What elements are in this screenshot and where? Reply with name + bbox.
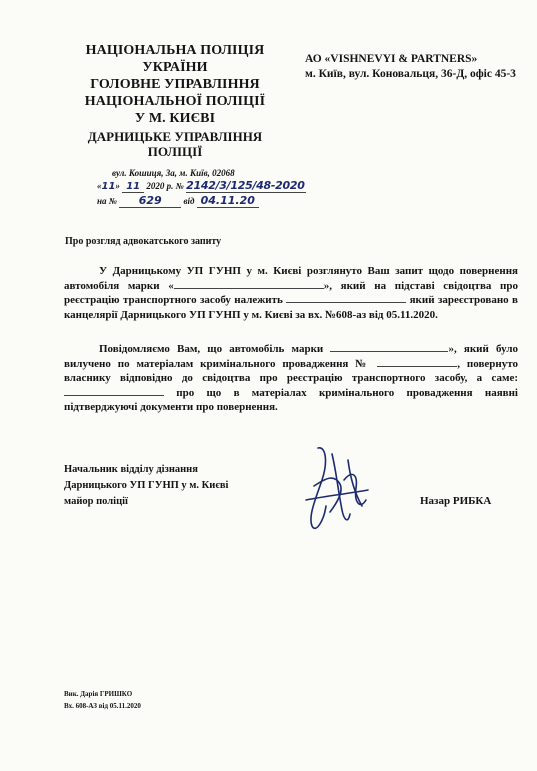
- p2-part-a: Повідомляємо Вам, що автомобіль марки: [99, 343, 324, 355]
- executor-block: [64, 688, 141, 712]
- outgoing-date-line: [97, 180, 357, 193]
- org-line-5: У М. КИЄВІ: [134, 111, 216, 126]
- ref-prefix: на №: [97, 196, 117, 206]
- sender-address: вул. Кошиця, 3а, м. Київ, 02068: [112, 168, 235, 178]
- date-year: 2020 р. №: [146, 181, 184, 191]
- handwritten-signature: [296, 440, 376, 536]
- executor-name: Вик. Дарія ГРИШКО: [64, 690, 133, 698]
- dept-line-1: ДАРНИЦЬКЕ УПРАВЛІННЯ: [87, 129, 263, 144]
- p2-part-d: про що в матеріалах кримінального провадження наявні підтверджуючі документи про повернення.: [64, 386, 518, 414]
- org-line-1: НАЦІОНАЛЬНА ПОЛІЦІЯ: [85, 43, 265, 58]
- recipient-block: [305, 52, 527, 82]
- recipient-name: АО «VISHNEVYI & PARTNERS»: [305, 53, 478, 65]
- sender-org-block: [70, 42, 280, 159]
- dept-line-2: ПОЛІЦІЇ: [147, 144, 203, 159]
- org-line-4: НАЦІОНАЛЬНОЇ ПОЛІЦІЇ: [84, 94, 266, 109]
- signer-position-2: Дарницького УП ГУНП у м. Києві: [64, 480, 229, 491]
- signer-name: Назар РИБКА: [420, 495, 492, 507]
- redacted-vehicle-2: [330, 351, 448, 352]
- org-line-2: УКРАЇНИ: [142, 60, 208, 75]
- signer-rank: майор поліції: [64, 496, 128, 507]
- p1-part-b: », який на підставі свідоцтва про реєстрацію транспортного засобу належить: [64, 279, 518, 307]
- recipient-address: м. Київ, вул. Коновальця, 36-Д, офіс 45-3: [305, 68, 516, 80]
- ref-from-label: від: [183, 196, 195, 206]
- org-line-3: ГОЛОВНЕ УПРАВЛІННЯ: [90, 77, 260, 92]
- date-day: 11: [101, 181, 116, 192]
- date-close-quote: »: [115, 181, 120, 191]
- redacted-case-number: [377, 366, 457, 367]
- ref-number: 629: [138, 194, 162, 207]
- p2-part-b: », який було вилучено по матеріалам кримінального провадження №: [64, 343, 518, 370]
- incoming-registration: Вх. 608-АЗ від 05.11.2020: [64, 702, 141, 710]
- redacted-vehicle-1: [174, 288, 324, 289]
- redacted-owner-2: [64, 395, 164, 396]
- outgoing-number: 2142/3/125/48-2020: [186, 179, 305, 192]
- reference-line: [97, 195, 259, 208]
- p1-part-c: який зареєстровано в канцелярії Дарницького УП ГУНП у м. Києві за вх. №608-аз від 05.11.2020.: [64, 294, 518, 321]
- p2-part-c: , повернуто власнику відповідно до свідоцтва про реєстрацію транспортного засобу, а саме:: [64, 357, 518, 385]
- p1-part-a: У Дарницькому УП ГУНП у м. Києві розглянуто Ваш запит щодо повернення автомобіля марки «: [64, 265, 518, 292]
- body-paragraph-1: [64, 264, 518, 322]
- signer-position-1: Начальник відділу дізнання: [64, 464, 198, 475]
- body-paragraph-2: [64, 342, 518, 415]
- letter-subject: Про розгляд адвокатського запиту: [65, 236, 222, 247]
- date-month: 11: [126, 181, 141, 192]
- redacted-owner-1: [286, 302, 406, 303]
- date-open-quote: «: [97, 181, 102, 191]
- signature-block: [64, 462, 228, 510]
- ref-date: 04.11.20: [200, 194, 255, 207]
